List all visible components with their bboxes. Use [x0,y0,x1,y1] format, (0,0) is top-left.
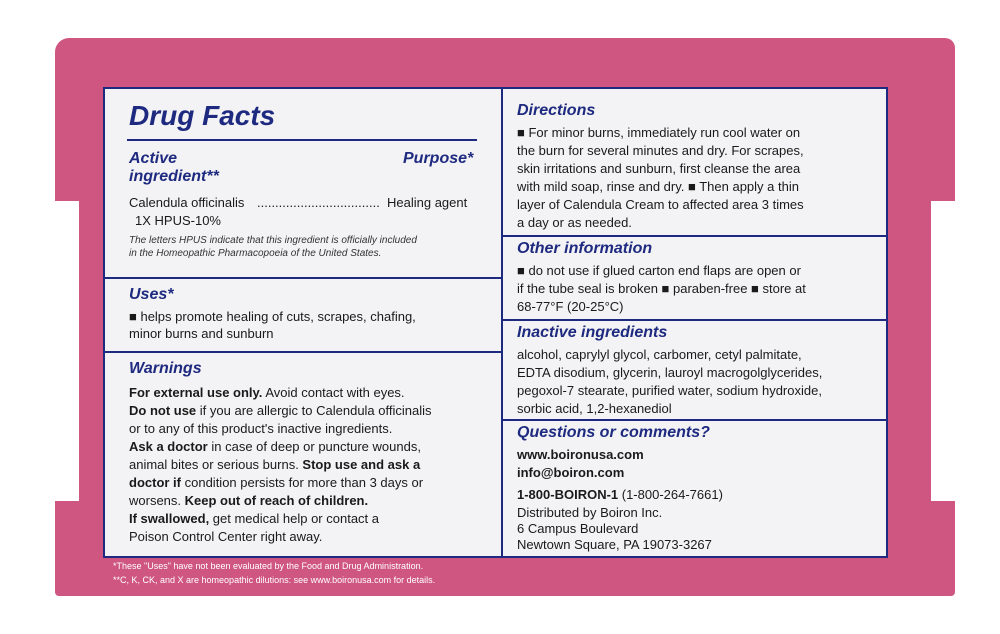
email-link: info@boiron.com [517,465,625,480]
warnings-line4: Ask a doctor in case of deep or puncture wounds, [129,439,421,454]
carton-notch-right [931,201,955,501]
distributor-line1: Distributed by Boiron Inc. [517,505,663,520]
rule-directions [503,235,886,237]
other-info-label: Other information [517,240,653,257]
hpus-note-line2: in the Homeopathic Pharmacopoeia of the United States. [129,248,382,259]
directions-line6: a day or as needed. [517,215,632,230]
questions-label: Questions or comments? [517,424,710,441]
warnings-line1: For external use only. Avoid contact with eyes. [129,385,405,400]
other-info-line3: 68-77°F (20-25°C) [517,299,624,314]
inactive-line1: alcohol, caprylyl glycol, carbomer, cetyl palmitate, [517,347,802,362]
uses-label: Uses* [129,286,174,303]
website-link: www.boironusa.com [517,447,644,462]
hpus-note-line1: The letters HPUS indicate that this ingredient is officially included [129,235,417,246]
ingredient-strength: 1X HPUS-10% [135,213,221,228]
footnote-dilutions: **C, K, CK, and X are homeopathic dilutions: see www.boironusa.com for details. [113,575,436,585]
active-label: Active [129,150,178,167]
ingredient-label: ingredient** [129,168,219,185]
ingredient-name: Calendula officinalis [129,195,245,210]
warnings-label: Warnings [129,360,202,377]
rule-other [503,319,886,321]
warnings-line9: Poison Control Center right away. [129,529,323,544]
directions-line4: with mild soap, rinse and dry. ■ Then apply a thin [517,179,799,194]
directions-label: Directions [517,102,596,119]
warnings-line3: or to any of this product's inactive ingredients. [129,421,393,436]
directions-line5: layer of Calendula Cream to affected area 3 times [517,197,804,212]
drug-facts-panel [103,87,888,558]
other-info-line1: ■ do not use if glued carton end flaps are open or [517,263,801,278]
column-divider [501,89,503,556]
title-rule [127,139,477,141]
rule-inactive [503,419,886,421]
inactive-line3: pegoxol-7 stearate, purified water, sodium hydroxide, [517,383,822,398]
ingredient-dots: .................................. [257,195,380,210]
phone-line: 1-800-BOIRON-1 (1-800-264-7661) [517,487,723,502]
distributor-line2: 6 Campus Boulevard [517,521,639,536]
other-info-line2: if the tube seal is broken ■ paraben-free ■ store at [517,281,806,296]
footnote-uses: *These "Uses" have not been evaluated by the Food and Drug Administration. [113,561,424,571]
inactive-line2: EDTA disodium, glycerin, lauroyl macrogolglycerides, [517,365,823,380]
rule-uses [105,351,501,353]
warnings-line2: Do not use if you are allergic to Calendula officinalis [129,403,432,418]
drug-facts-title: Drug Facts [129,100,276,131]
warnings-line6: doctor if condition persists for more than 3 days or [129,475,424,490]
warnings-line5: animal bites or serious burns. Stop use and ask a [129,457,421,472]
warnings-line8: If swallowed, get medical help or contact a [129,511,380,526]
inactive-line4: sorbic acid, 1,2-hexanediol [517,401,672,416]
rule-active [105,277,501,279]
warnings-line7: worsens. Keep out of reach of children. [129,493,369,508]
ingredient-purpose: Healing agent [387,195,468,210]
directions-line3: skin irritations and sunburn, first cleanse the area [517,161,801,176]
directions-line2: the burn for several minutes and dry. For scrapes, [517,143,804,158]
purpose-label: Purpose* [403,150,474,167]
carton-notch-left [55,201,79,501]
uses-line2: minor burns and sunburn [129,326,274,341]
directions-line1: ■ For minor burns, immediately run cool water on [517,125,801,140]
inactive-label: Inactive ingredients [517,324,668,341]
distributor-line3: Newtown Square, PA 19073-3267 [517,537,712,552]
uses-line1: ■ helps promote healing of cuts, scrapes, chafing, [129,309,416,324]
